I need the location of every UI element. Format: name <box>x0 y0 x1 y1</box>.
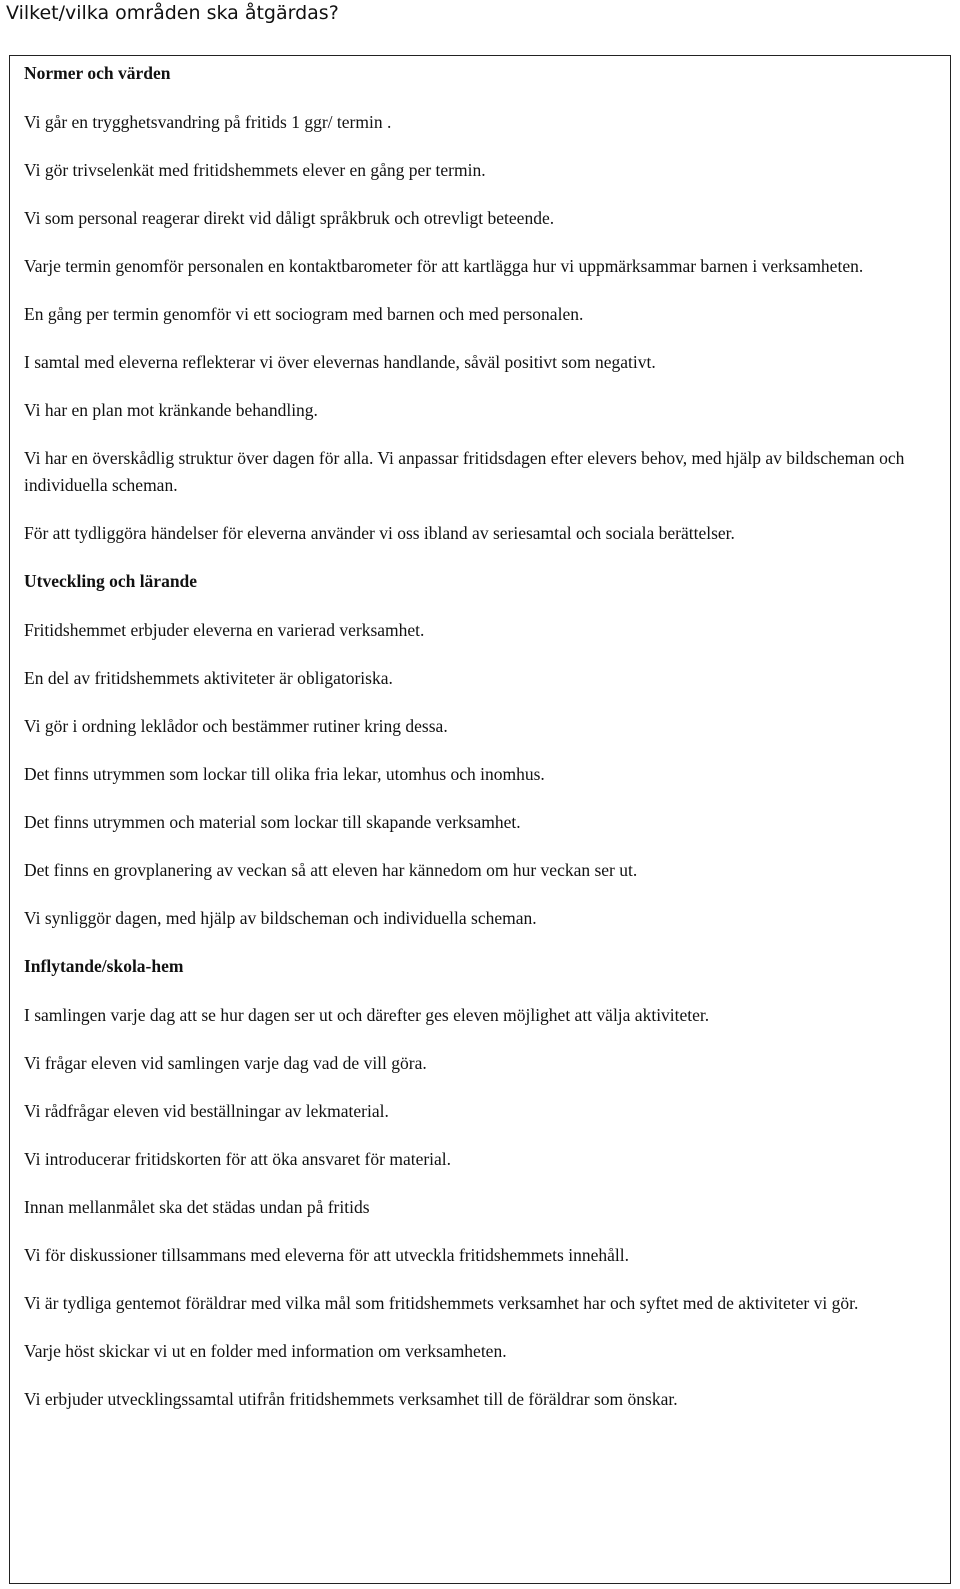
list-item: I samlingen varje dag att se hur dagen ser ut och därefter ges eleven möjlighet att välja aktiviteter. <box>24 1005 710 1025</box>
list-item: En del av fritidshemmets aktiviteter är obligatoriska. <box>24 668 393 688</box>
list-item: Vi gör trivselenkät med fritidshemmets elever en gång per termin. <box>24 160 486 180</box>
list-item: Vi har en överskådlig struktur över dagen för alla. Vi anpassar fritidsdagen efter elevers behov, med hjälp av bildscheman och individuella scheman. <box>24 448 905 495</box>
list-item: Vi för diskussioner tillsammans med eleverna för att utveckla fritidshemmets innehåll. <box>24 1245 629 1265</box>
list-item: Vi synliggör dagen, med hjälp av bildscheman och individuella scheman. <box>24 908 537 928</box>
page-heading: Vilket/vilka områden ska åtgärdas? <box>6 2 339 24</box>
list-item: En gång per termin genomför vi ett sociogram med barnen och med personalen. <box>24 304 584 324</box>
section-title: Utveckling och lärande <box>24 571 198 591</box>
section-title: Normer och värden <box>24 63 171 83</box>
section-inflytande-skola-hem <box>24 953 932 1413</box>
list-item: Vi erbjuder utvecklingssamtal utifrån fritidshemmets verksamhet till de föräldrar som önskar. <box>24 1389 678 1409</box>
list-item: Fritidshemmet erbjuder eleverna en varierad verksamhet. <box>24 620 425 640</box>
list-item: Vi går en trygghetsvandring på fritids 1 ggr/ termin . <box>24 112 392 132</box>
section-utveckling-och-larande <box>24 568 932 932</box>
list-item: Vi rådfrågar eleven vid beställningar av lekmaterial. <box>24 1101 389 1121</box>
list-item: För att tydliggöra händelser för eleverna använder vi oss ibland av seriesamtal och sociala berättelser. <box>24 523 735 543</box>
list-item: Vi har en plan mot kränkande behandling. <box>24 400 318 420</box>
list-item: Det finns en grovplanering av veckan så att eleven har kännedom om hur veckan ser ut. <box>24 860 638 880</box>
section-title: Inflytande/skola-hem <box>24 956 184 976</box>
list-item: Det finns utrymmen som lockar till olika fria lekar, utomhus och inomhus. <box>24 764 545 784</box>
list-item: Det finns utrymmen och material som lockar till skapande verksamhet. <box>24 812 521 832</box>
list-item: Vi gör i ordning leklådor och bestämmer rutiner kring dessa. <box>24 716 448 736</box>
list-item: Varje höst skickar vi ut en folder med information om verksamheten. <box>24 1341 507 1361</box>
list-item: Vi introducerar fritidskorten för att öka ansvaret för material. <box>24 1149 452 1169</box>
list-item: Vi som personal reagerar direkt vid dåligt språkbruk och otrevligt beteende. <box>24 208 555 228</box>
list-item: Innan mellanmålet ska det städas undan på fritids <box>24 1197 370 1217</box>
list-item: Vi är tydliga gentemot föräldrar med vilka mål som fritidshemmets verksamhet har och syftet med de aktiviteter vi gör. <box>24 1293 859 1313</box>
list-item: Varje termin genomför personalen en kontaktbarometer för att kartlägga hur vi uppmärksammar barnen i verksamheten. <box>24 256 864 276</box>
list-item: I samtal med eleverna reflekterar vi över elevernas handlande, såväl positivt som negativt. <box>24 352 656 372</box>
document-content <box>24 60 932 1434</box>
section-normer-och-varden <box>24 60 932 547</box>
list-item: Vi frågar eleven vid samlingen varje dag vad de vill göra. <box>24 1053 427 1073</box>
